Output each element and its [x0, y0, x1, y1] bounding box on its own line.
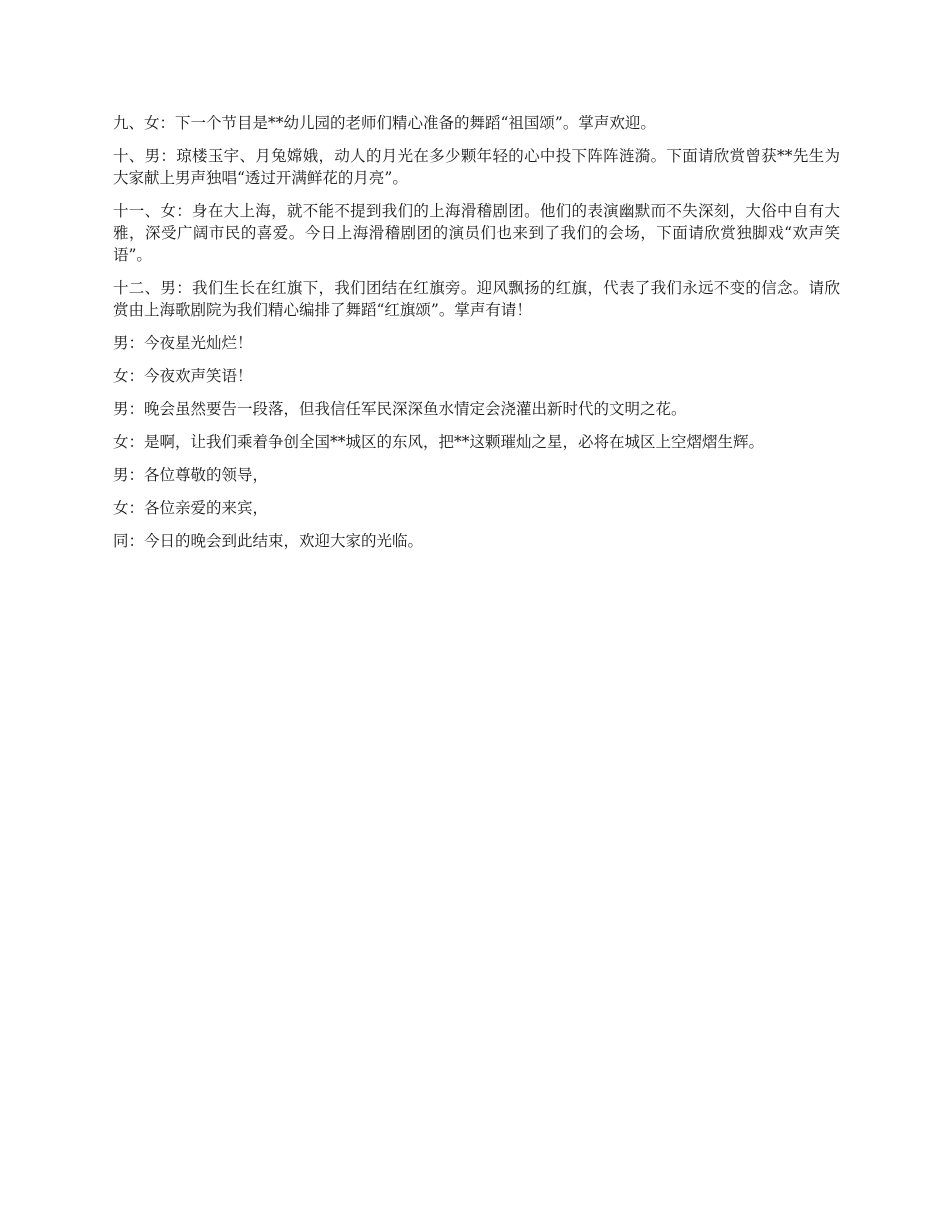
- paragraph-female-line-2: 女：是啊，让我们乘着争创全国**城区的东风，把**这颗璀灿之星，必将在城区上空熠熠生辉。: [113, 433, 765, 451]
- paragraph-together-closing: 同：今日的晚会到此结束，欢迎大家的光临。: [113, 532, 424, 550]
- paragraph-male-line-3: 男：各位尊敬的领导，: [113, 466, 269, 484]
- paragraph-male-line-2: 男：晚会虽然要告一段落，但我信任军民深深鱼水情定会浇灌出新时代的文明之花。: [113, 400, 687, 418]
- paragraph-female-line-1: 女：今夜欢声笑语！: [113, 367, 253, 385]
- paragraph-program-12: 十二、男：我们生长在红旗下，我们团结在红旗旁。迎风飘扬的红旗，代表了我们永远不变的信念。请欣赏由上海歌剧院为我们精心编排了舞蹈“红旗颂”。掌声有请！: [113, 279, 840, 319]
- paragraph-male-line-1: 男：今夜星光灿烂！: [113, 334, 253, 352]
- paragraph-program-10: 十、男：琼楼玉宇、月兔嫦娥，动人的月光在多少颗年轻的心中投下阵阵涟漪。下面请欣赏曾获**先生为大家献上男声独唱“透过开满鲜花的月亮”。: [113, 147, 840, 187]
- paragraph-program-11: 十一、女：身在大上海，就不能不提到我们的上海滑稽剧团。他们的表演幽默而不失深刻，大俗中自有大雅，深受广阔市民的喜爱。今日上海滑稽剧团的演员们也来到了我们的会场，下面请欣赏独脚戏“欢声笑语”。: [113, 202, 840, 264]
- paragraph-female-line-3: 女：各位亲爱的来宾，: [113, 499, 269, 517]
- paragraph-program-9: 九、女：下一个节目是**幼儿园的老师们精心准备的舞蹈“祖国颂”。掌声欢迎。: [113, 114, 656, 132]
